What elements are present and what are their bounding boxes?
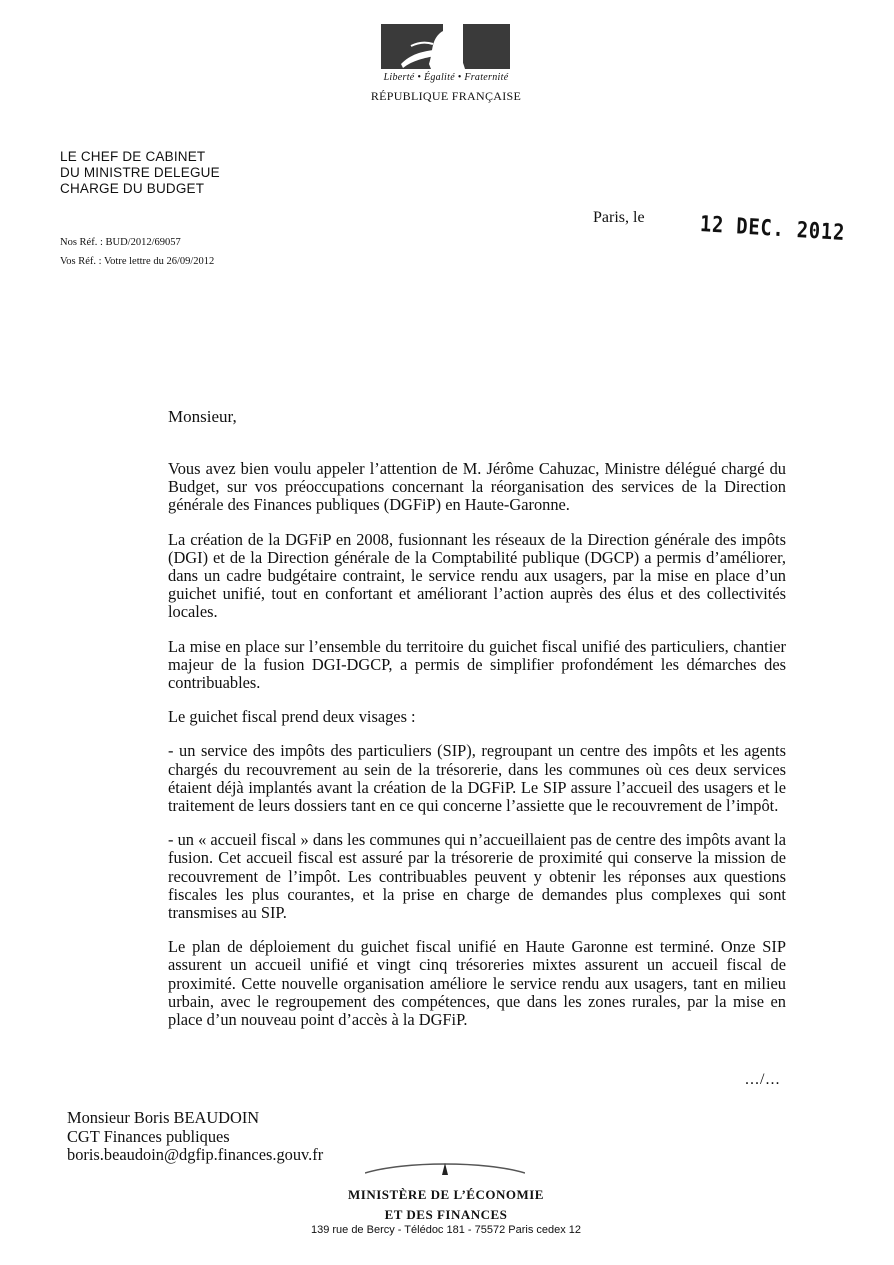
marianne-logo-icon xyxy=(381,24,510,69)
body-paragraph: La création de la DGFiP en 2008, fusionnant les réseaux de la Direction générale des impôts (DGI) et de la Direction générale de la Comptabilité publique (DGCP) a permis d’améliorer, dans un cadre budgétaire contraint, le service rendu aux usagers, par la mise en place d’un guichet unifié, tout en confortant et améliorant l’action auprès des élus et des collectivités locales. xyxy=(168,529,786,622)
body-paragraph: Le guichet fiscal prend deux visages : xyxy=(168,707,416,727)
your-reference: Vos Réf. : Votre lettre du 26/09/2012 xyxy=(60,256,215,267)
body-paragraph: - un service des impôts des particuliers (SIP), regroupant un centre des impôts et les agents chargés du recouvrement au sein de la trésorerie, dans les communes où ces deux services étaient déjà implantés avant la création de la DGFiP. Le SIP assure l’accueil des usagers et le traitement de leurs dossiers tant en ce qui concerne l’assiette que le recouvrement de l’impôt. xyxy=(168,741,786,816)
letter-body xyxy=(168,460,786,1045)
ministry-name-line1: MINISTÈRE DE L’ÉCONOMIE xyxy=(348,1187,544,1202)
body-paragraph: Le plan de déploiement du guichet fiscal unifié en Haute Garonne est terminé. Onze SIP assurent un accueil unifié et vingt cinq trésoreries mixtes assurent un accueil fiscal de proximité. Cette nouvelle organisation améliore le service rendu aux usagers, tant en milieu urbain, avec le regroupement des compétences, que dans les zones rurales, par la mise en place d’un nouveau point d’accès à la DGFiP. xyxy=(168,937,786,1030)
republic-motto: Liberté • Égalité • Fraternité xyxy=(383,72,509,83)
recipient-block xyxy=(67,1109,323,1165)
salutation: Monsieur, xyxy=(168,407,237,426)
references-block xyxy=(60,233,214,271)
republic-name: RÉPUBLIQUE FRANÇAISE xyxy=(370,89,522,103)
date-place: Paris, le xyxy=(593,209,645,226)
date-stamp: 12 DEC. 2012 xyxy=(699,212,846,246)
our-reference: Nos Réf. : BUD/2012/69057 xyxy=(60,237,181,248)
continuation-mark: .../... xyxy=(745,1071,781,1088)
ministry-address: 139 rue de Bercy - Télédoc 181 - 75572 Paris cedex 12 xyxy=(310,1224,582,1236)
body-paragraph: - un « accueil fiscal » dans les communes qui n’accueillaient pas de centre des impôts avant la fusion. Cet accueil fiscal est assuré par la trésorerie de proximité qui conserve la mission de recouvrement de l’impôt. Les contribuables peuvent y obtenir les réponses aux questions fiscales les plus courantes, et la prise en charge de demandes plus complexes qui sont transmises au SIP. xyxy=(168,830,786,923)
ministry-name-line2: ET DES FINANCES xyxy=(384,1207,508,1222)
recipient-name: Monsieur Boris BEAUDOIN xyxy=(67,1108,260,1127)
recipient-org: CGT Finances publiques xyxy=(67,1126,230,1146)
body-paragraph: Vous avez bien voulu appeler l’attention de M. Jérôme Cahuzac, Ministre délégué chargé du Budget, sur vos préoccupations concernant la réorganisation des services de la Direction générale des Finances publiques (DGFiP) en Haute-Garonne. xyxy=(168,459,786,515)
body-paragraph: La mise en place sur l’ensemble du territoire du guichet fiscal unifié des particuliers, chantier majeur de la fusion DGI-DGCP, a permis de simplifier profondément les démarches des contribuables. xyxy=(168,636,786,693)
sender-line: LE CHEF DE CABINET xyxy=(60,149,206,164)
sender-line: DU MINISTRE DELEGUE xyxy=(60,165,220,180)
sender-block xyxy=(60,149,220,197)
sender-line: CHARGE DU BUDGET xyxy=(60,181,205,196)
recipient-email: boris.beaudoin@dgfip.finances.gouv.fr xyxy=(67,1145,324,1164)
footer-emblem-icon xyxy=(365,1157,525,1177)
